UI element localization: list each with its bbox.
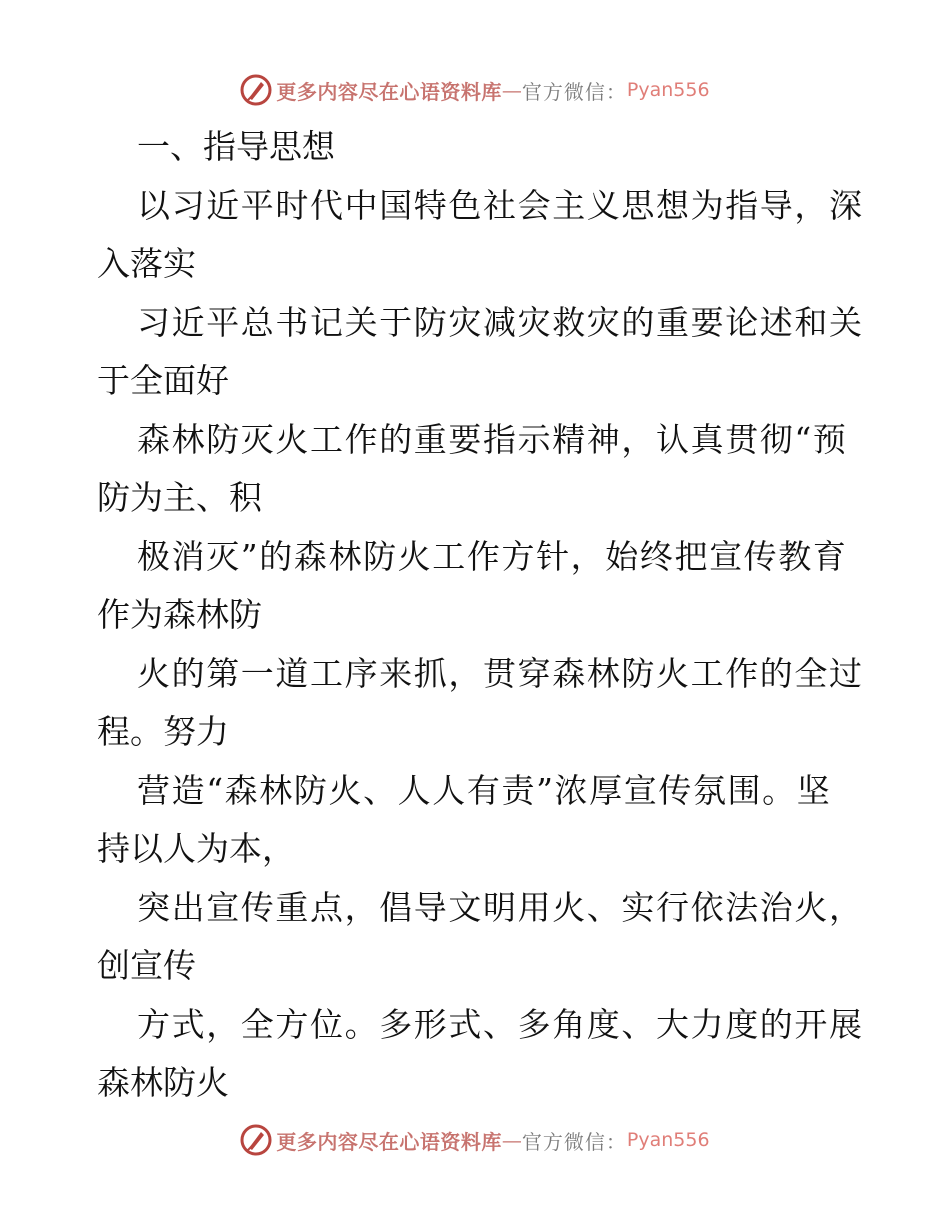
- watermark-dash: —: [501, 78, 522, 102]
- section-heading: 一、指导思想: [137, 127, 335, 166]
- text-line: 防为主、积: [97, 478, 262, 517]
- text-line: 程。努力: [97, 712, 229, 751]
- text-line: 森林防火: [97, 1063, 229, 1102]
- watermark-dash: —: [501, 1128, 522, 1152]
- watermark-sub-text: 官方微信：: [521, 79, 627, 104]
- text-line: 森林防灭火工作的重要指示精神，认真贯彻“预: [137, 419, 848, 459]
- text-line: 于全面好: [97, 361, 229, 400]
- text-line: 作为森林防: [97, 595, 262, 634]
- footer-watermark: [0, 1120, 950, 1160]
- watermark-main-text: 更多内容尽在心语资料库: [276, 1129, 502, 1154]
- text-line: 入落实: [97, 244, 196, 283]
- document-body: [97, 118, 864, 1113]
- text-line: 持以人为本，: [97, 829, 295, 868]
- text-line: 突出宣传重点，倡导文明用火、实行依法治火，: [137, 887, 864, 927]
- text-line: 营造“森林防火、人人有责”浓厚宣传氛围。坚: [137, 770, 832, 810]
- watermark-wechat-id: Pyan556: [626, 79, 710, 101]
- header-watermark: [0, 70, 950, 110]
- text-line: 创宣传: [97, 946, 196, 985]
- quill-logo-icon: [240, 74, 272, 106]
- text-line: 以习近平时代中国特色社会主义思想为指导，深: [137, 185, 864, 225]
- watermark-main-text: 更多内容尽在心语资料库: [276, 79, 502, 104]
- watermark-sub-text: 官方微信：: [521, 1129, 627, 1154]
- text-line: 方式，全方位。多形式、多角度、大力度的开展: [137, 1004, 864, 1044]
- quill-logo-icon: [240, 1124, 272, 1156]
- watermark-wechat-id: Pyan556: [626, 1129, 710, 1151]
- text-line: 习近平总书记关于防灾减灾救灾的重要论述和关: [137, 302, 864, 342]
- text-line: 极消灭”的森林防火工作方针，始终把宣传教育: [137, 536, 848, 576]
- text-line: 火的第一道工序来抓，贯穿森林防火工作的全过: [137, 653, 864, 693]
